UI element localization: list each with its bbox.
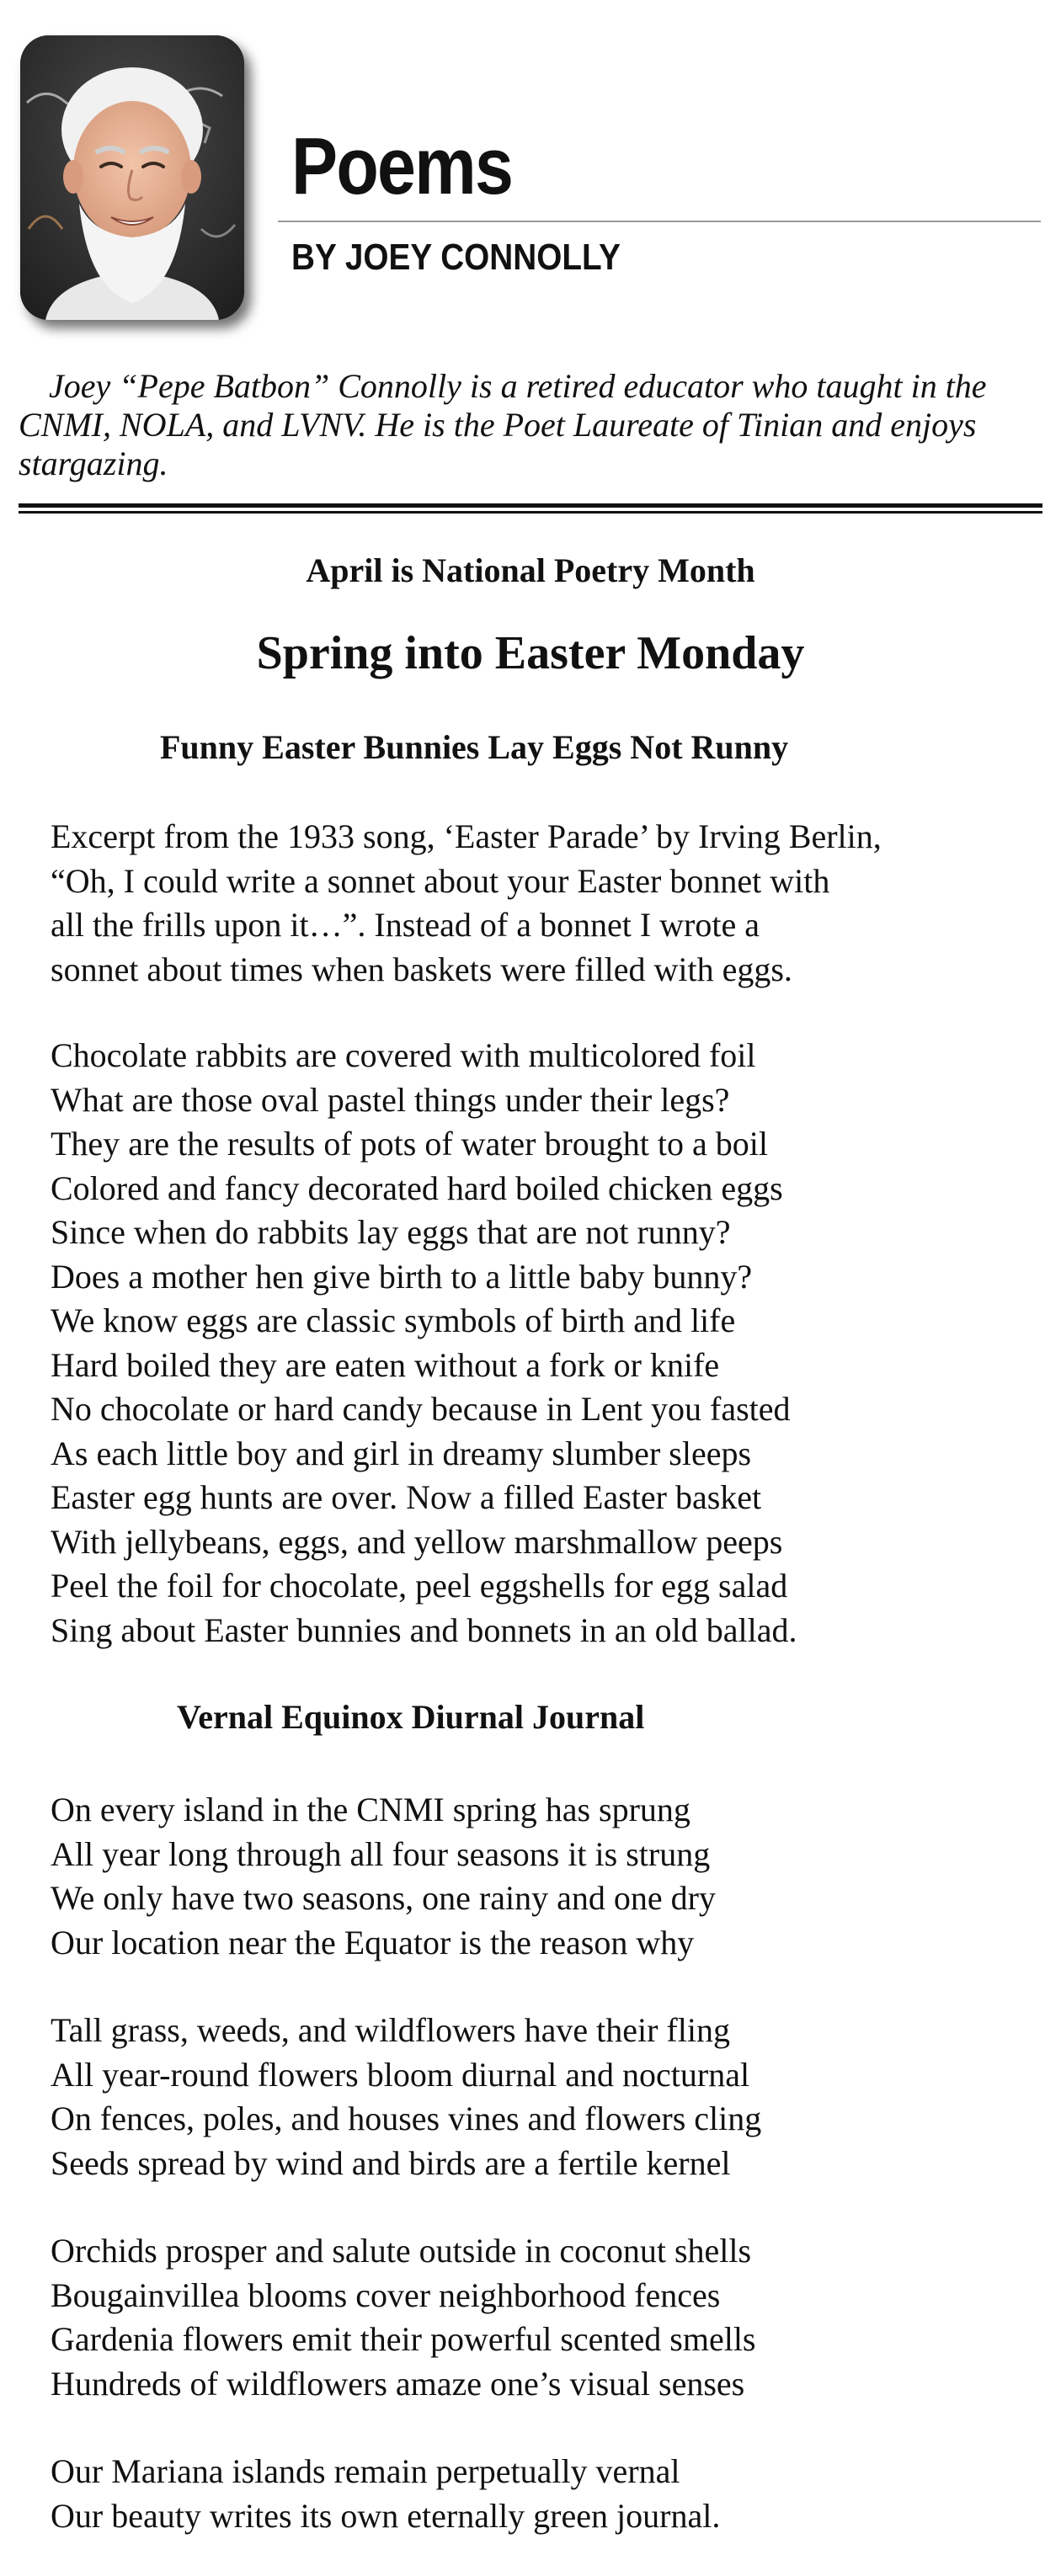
poem-line: With jellybeans, eggs, and yellow marshmallow peeps — [51, 1522, 783, 1561]
poem-stanza — [51, 2009, 1044, 2185]
poem-line: On every island in the CNMI spring has sprung — [51, 1791, 690, 1828]
section-divider — [19, 503, 1042, 514]
poem-line: Our beauty writes its own eternally green journal. — [51, 2496, 721, 2535]
poem-line: All year long through all four seasons it is strung — [51, 1834, 711, 1873]
poem-line: On fences, poles, and houses vines and flowers cling — [51, 2100, 762, 2137]
kicker: April is National Poetry Month — [306, 551, 755, 589]
poem-line: Does a mother hen give birth to a little baby bunny? — [51, 1257, 753, 1296]
byline: BY JOEY CONNOLLY — [291, 237, 621, 278]
poem-line: sonnet about times when baskets were filled with eggs. — [51, 950, 792, 988]
poem-intro — [51, 815, 1044, 992]
poem-line: We know eggs are classic symbols of birth and life — [51, 1301, 736, 1339]
poem-stanza — [51, 1788, 1044, 1965]
poem-line: No chocolate or hard candy because in Lent you fasted — [51, 1390, 791, 1428]
poem-line: All year-round flowers bloom diurnal and nocturnal — [51, 2055, 750, 2094]
poem-line: What are those oval pastel things under their legs? — [51, 1080, 730, 1119]
poem-stanza — [51, 2229, 1044, 2406]
poem-line: “Oh, I could write a sonnet about your Easter bonnet with — [51, 861, 830, 900]
poem-line: all the frills upon it…”. Instead of a bonnet I wrote a — [51, 906, 760, 944]
poem-line: Hard boiled they are eaten without a fork or knife — [51, 1345, 720, 1384]
poem-line: Chocolate rabbits are covered with multicolored foil — [51, 1036, 756, 1074]
poem-line: Tall grass, weeds, and wildflowers have their fling — [51, 2011, 730, 2049]
poem-line: Our location near the Equator is the reason why — [51, 1923, 695, 1961]
poem-line: Sing about Easter bunnies and bonnets in an old ballad. — [51, 1610, 797, 1649]
poem-line: Gardenia flowers emit their powerful scented smells — [51, 2320, 756, 2358]
poem-line: They are the results of pots of water brought to a boil — [51, 1125, 768, 1163]
poem-title: Funny Easter Bunnies Lay Eggs Not Runny — [160, 728, 789, 766]
title-divider — [278, 221, 1041, 222]
poem-line: Peel the foil for chocolate, peel eggshells for egg salad — [51, 1567, 788, 1605]
column-title: Poems — [291, 121, 513, 211]
poem-title: Vernal Equinox Diurnal Journal — [177, 1698, 645, 1736]
poem-line: Seeds spread by wind and birds are a fertile kernel — [51, 2143, 731, 2182]
author-bio: Joey “Pepe Batbon” Connolly is a retired educator who taught in the CNMI, NOLA, and LVNV. He is the Poet Laureate of Tinian and enjoys stargazing. — [19, 367, 987, 482]
poem-line: Colored and fancy decorated hard boiled chicken eggs — [51, 1168, 783, 1207]
poem-stanza — [51, 2450, 1044, 2538]
poem-line: Orchids prosper and salute outside in coconut shells — [51, 2232, 752, 2270]
poem-line: Bougainvillea blooms cover neighborhood fences — [51, 2275, 721, 2314]
author-portrait-illustration — [20, 35, 244, 320]
headline: Spring into Easter Monday — [256, 627, 805, 679]
poem-line: Easter egg hunts are over. Now a filled Easter basket — [51, 1478, 762, 1516]
poem-stanza — [51, 1034, 1044, 1653]
poem-line: Hundreds of wildflowers amaze one’s visual senses — [51, 2364, 745, 2403]
poem-line: As each little boy and girl in dreamy slumber sleeps — [51, 1434, 752, 1472]
poem-line: We only have two seasons, one rainy and one dry — [51, 1879, 716, 1917]
poem-line: Our Mariana islands remain perpetually vernal — [51, 2452, 680, 2490]
poem-line: Since when do rabbits lay eggs that are not runny? — [51, 1213, 731, 1251]
author-photo — [20, 35, 244, 320]
poem-line: Excerpt from the 1933 song, ‘Easter Parade’ by Irving Berlin, — [51, 817, 882, 855]
